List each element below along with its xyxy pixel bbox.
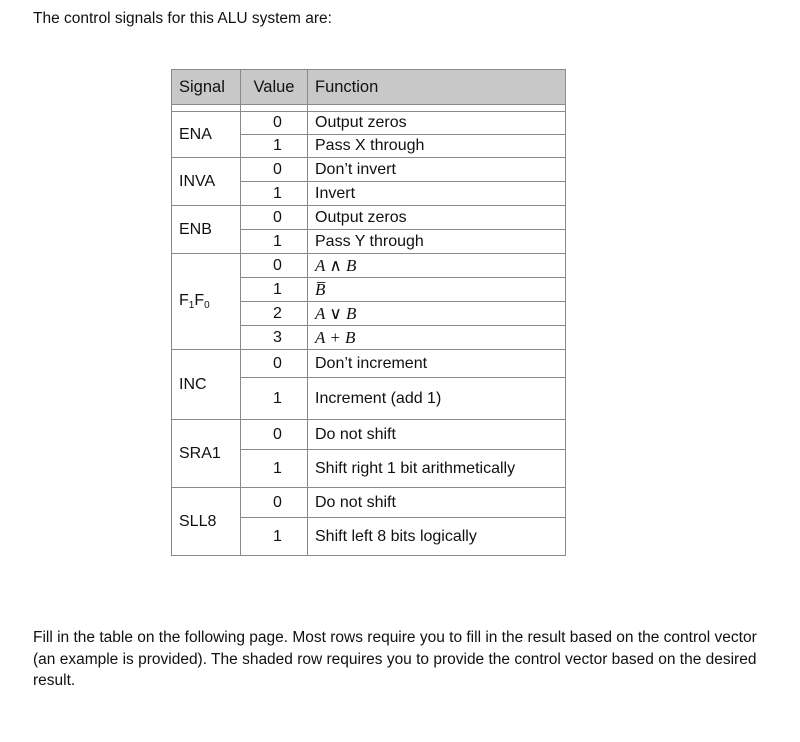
- value-cell: 0: [241, 350, 308, 378]
- value-cell: 1: [241, 230, 308, 254]
- function-cell: Invert: [308, 182, 566, 206]
- signal-f1f0-sub1: 1: [188, 300, 195, 311]
- function-cell: A ∧ B: [308, 254, 566, 278]
- signal-enb: ENB: [172, 206, 241, 254]
- signal-sra1: SRA1: [172, 420, 241, 488]
- table-row: [172, 488, 566, 518]
- function-cell: Don’t increment: [308, 350, 566, 378]
- table-row: [172, 350, 566, 378]
- value-cell: 0: [241, 420, 308, 450]
- value-cell: 1: [241, 450, 308, 488]
- value-cell: 0: [241, 112, 308, 135]
- header-function: Function: [308, 70, 566, 105]
- value-cell: 1: [241, 182, 308, 206]
- function-cell: Output zeros: [308, 206, 566, 230]
- signal-f1f0-letter: F: [179, 292, 189, 309]
- function-cell: Shift right 1 bit arithmetically: [308, 450, 566, 488]
- value-cell: 3: [241, 326, 308, 350]
- signal-f1f0-sub2: 0: [204, 300, 210, 311]
- function-cell: Output zeros: [308, 112, 566, 135]
- control-signals-table: [171, 69, 566, 556]
- value-cell: 1: [241, 378, 308, 420]
- value-cell: 0: [241, 158, 308, 182]
- signal-inc: INC: [172, 350, 241, 420]
- function-cell: Do not shift: [308, 488, 566, 518]
- signal-f1f0: [172, 254, 241, 350]
- function-cell: B̅: [308, 278, 566, 302]
- signal-sll8: SLL8: [172, 488, 241, 556]
- instructions-text: Fill in the table on the following page. Most rows require you to fill in the result based on the control vector (an example is provided). The shaded row requires you to provide the control vector based on the desired result.: [33, 629, 757, 689]
- value-cell: 0: [241, 488, 308, 518]
- header-signal: Signal: [172, 70, 241, 105]
- function-cell: Do not shift: [308, 420, 566, 450]
- function-cell: A + B: [308, 326, 566, 350]
- function-cell: Pass Y through: [308, 230, 566, 254]
- table-row: [172, 420, 566, 450]
- value-cell: 2: [241, 302, 308, 326]
- value-cell: 0: [241, 254, 308, 278]
- function-cell: Don’t invert: [308, 158, 566, 182]
- table-row: [172, 254, 566, 278]
- function-cell: A ∨ B: [308, 302, 566, 326]
- value-cell: 1: [241, 518, 308, 556]
- function-cell: Pass X through: [308, 135, 566, 158]
- header-row: [172, 70, 566, 105]
- function-cell: Increment (add 1): [308, 378, 566, 420]
- value-cell: 1: [241, 278, 308, 302]
- function-cell: Shift left 8 bits logically: [308, 518, 566, 556]
- table-row: [172, 112, 566, 135]
- value-cell: 1: [241, 135, 308, 158]
- signal-f1f0-letter2: F: [194, 292, 205, 309]
- intro-text: The control signals for this ALU system are:: [33, 10, 332, 27]
- header-value: Value: [241, 70, 308, 105]
- signal-ena: ENA: [172, 112, 241, 158]
- signal-inva: INVA: [172, 158, 241, 206]
- table-row: [172, 206, 566, 230]
- table-row: [172, 158, 566, 182]
- value-cell: 0: [241, 206, 308, 230]
